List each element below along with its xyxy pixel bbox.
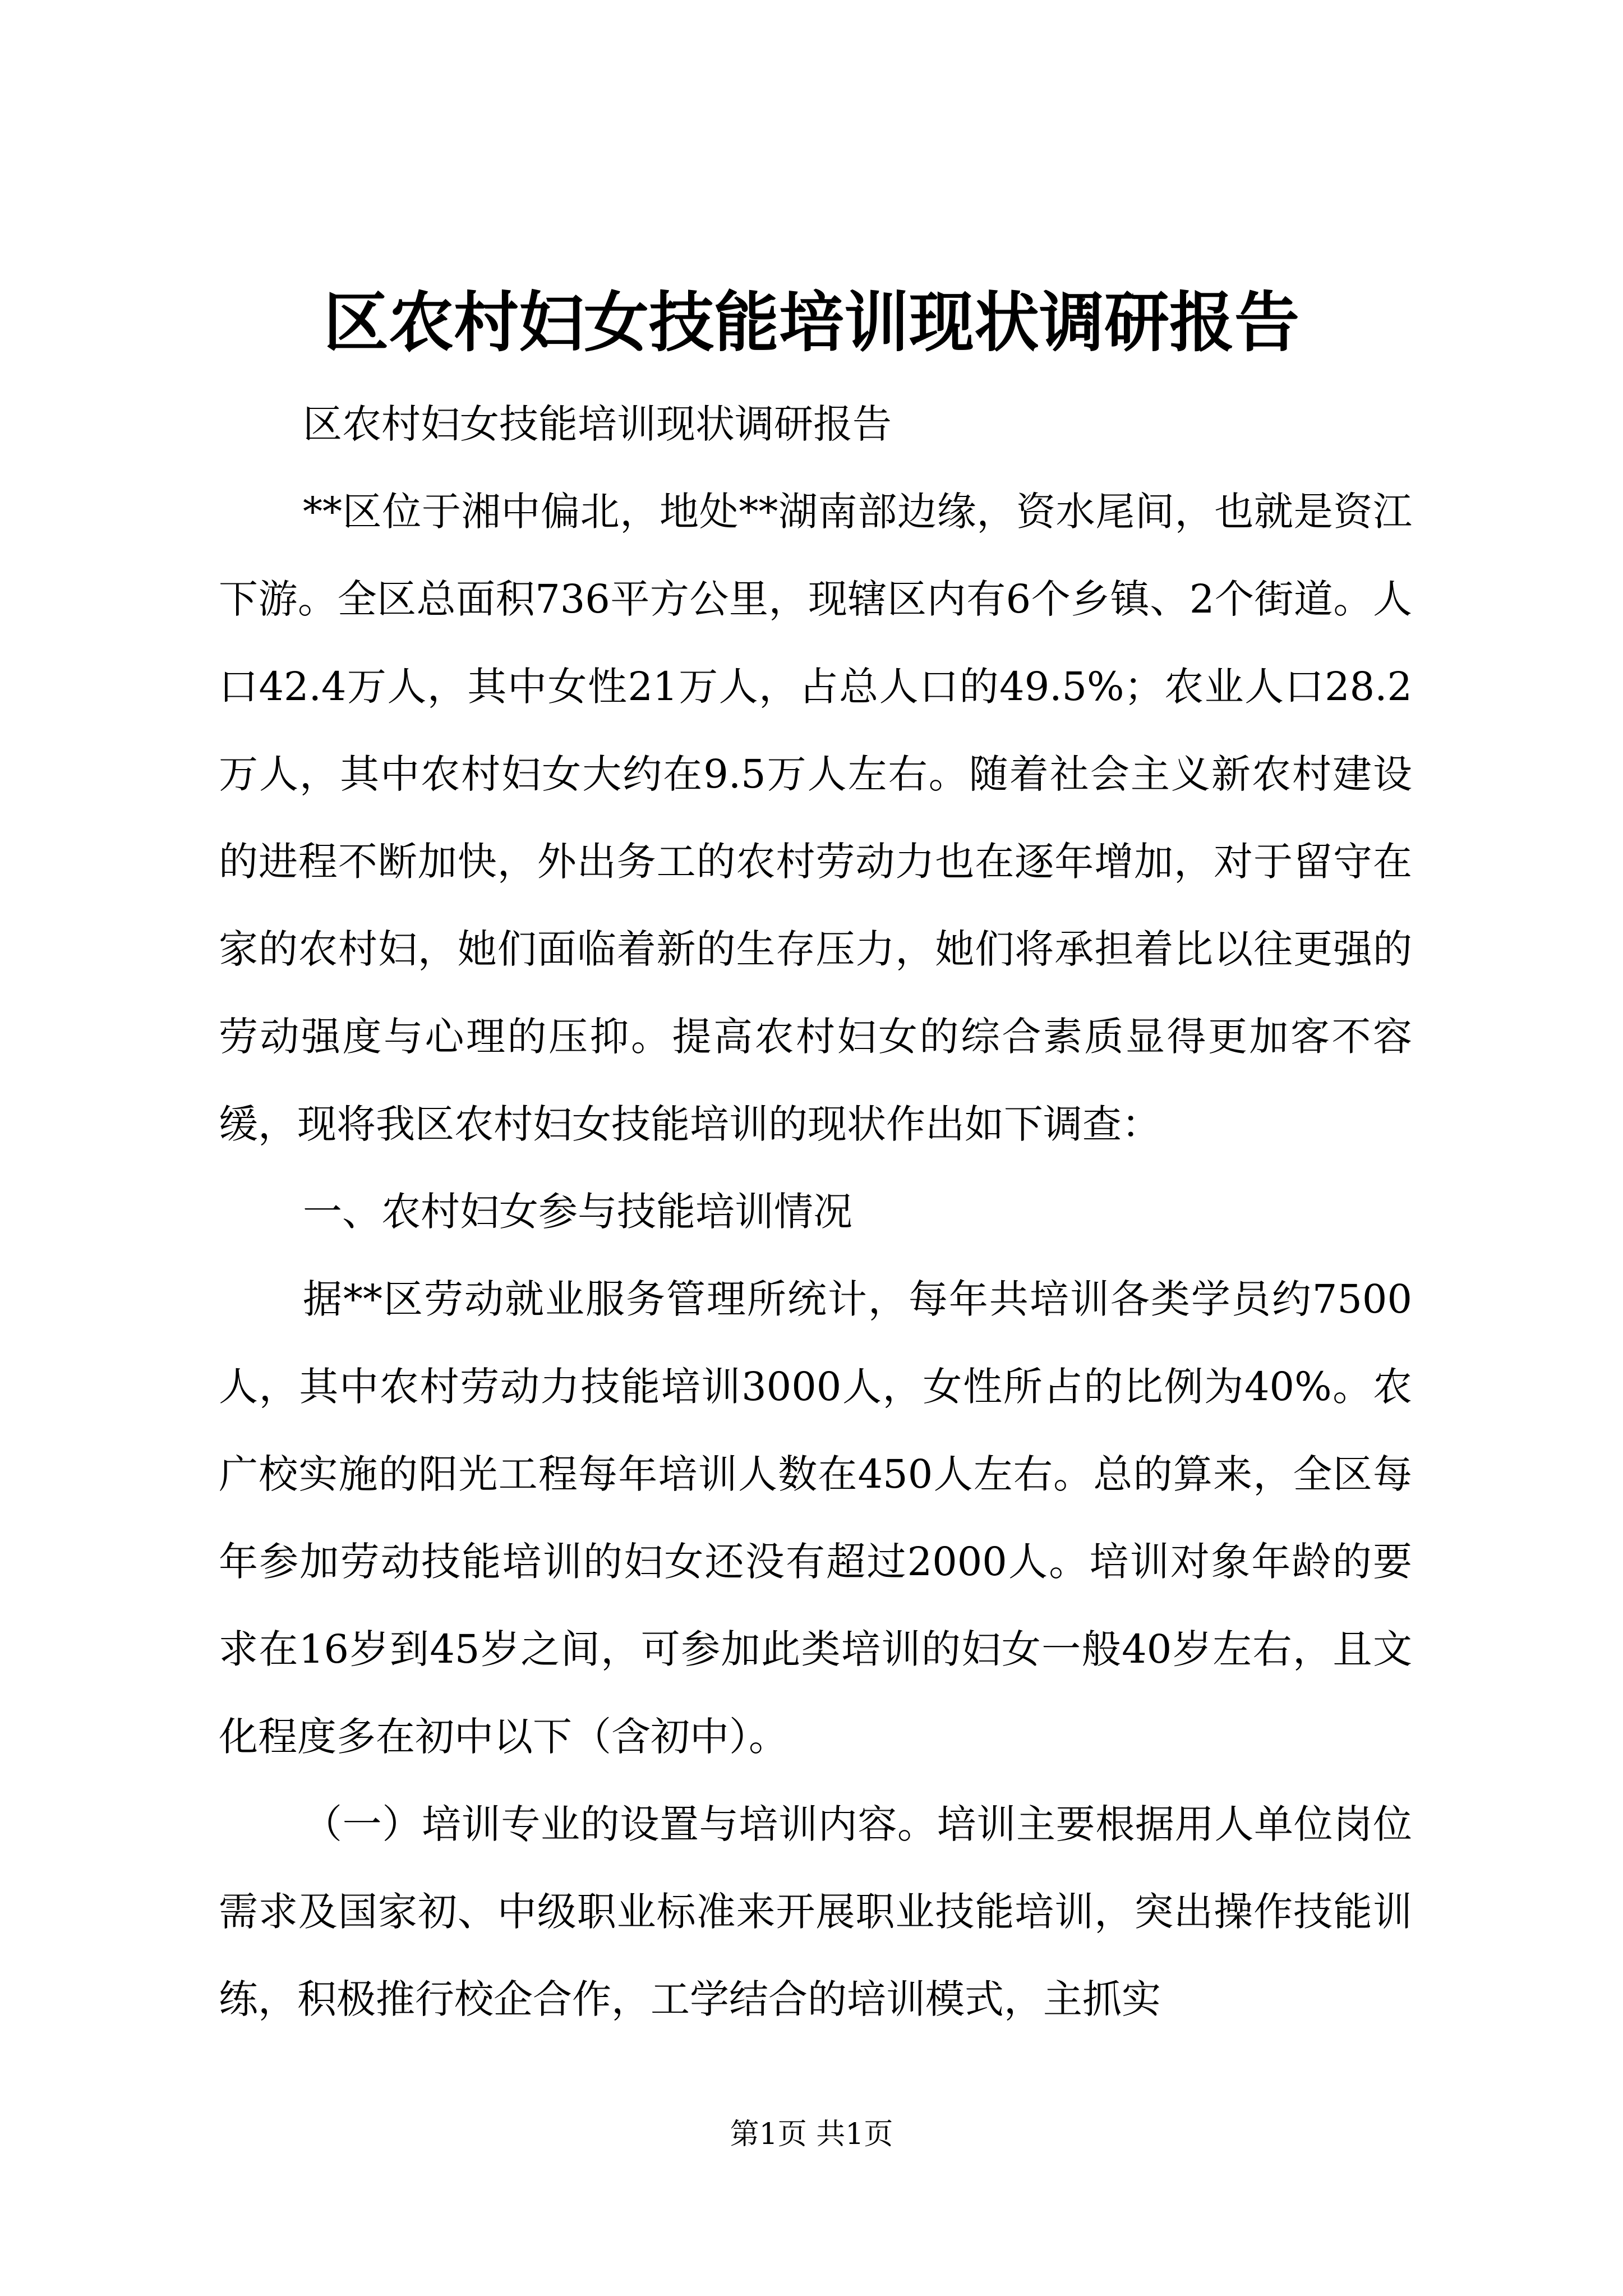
intro-paragraph: **区位于湘中偏北，地处**湖南部边缘，资水尾间，也就是资江下游。全区总面积736平方公里，现辖区内有6个乡镇、2个街道。人口42.4万人，其中女性21万人，占总人口的49.5%；农业人口28.2万人，其中农村妇女大约在9.5万人左右。随着社会主义新农村建设的进程不断加快，外出务工的农村劳动力也在逐年增加，对于留守在家的农村妇，她们面临着新的生存压力，她们将承担着比以往更强的劳动强度与心理的压抑。提高农村妇女的综合素质显得更加客不容缓，现将我区农村妇女技能培训的现状作出如下调查：: [219, 489, 1412, 1147]
subsection-paragraph: （一）培训专业的设置与培训内容。培训主要根据用人单位岗位需求及国家初、中级职业标准来开展职业技能培训，突出操作技能训练，积极推行校企合作，工学结合的培训模式，主抓实: [219, 1801, 1412, 2022]
document-title: 区农村妇女技能培训现状调研报告: [324, 284, 1299, 361]
section-heading: 一、农村妇女参与技能培训情况: [303, 1189, 852, 1235]
subtitle-paragraph: 区农村妇女技能培训现状调研报告: [303, 401, 892, 447]
statistics-paragraph: 据**区劳动就业服务管理所统计，每年共培训各类学员约7500人，其中农村劳动力技能培训3000人，女性所占的比例为40%。农广校实施的阳光工程每年培训人数在450人左右。总的算来，全区每年参加劳动技能培训的妇女还没有超过2000人。培训对象年龄的要求在16岁到45岁之间，可参加此类培训的妇女一般40岁左右，且文化程度多在初中以下（含初中）。: [219, 1276, 1412, 1760]
page-footer: 第1页 共1页: [730, 2118, 893, 2151]
document-body: [219, 380, 1412, 2043]
